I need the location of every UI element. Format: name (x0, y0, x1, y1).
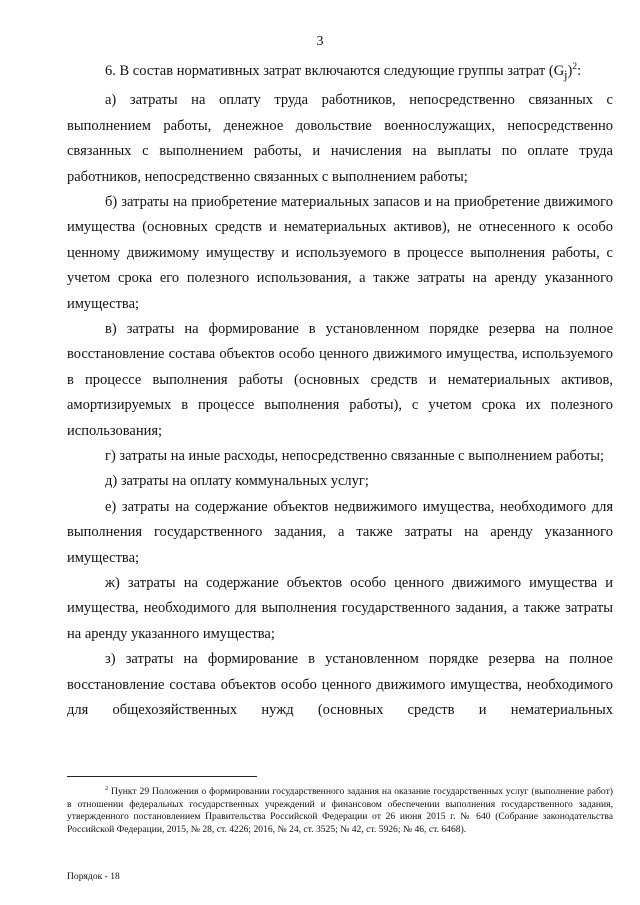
footnote-mark: 2 (105, 784, 109, 792)
document-body (67, 59, 613, 723)
intro-close: ) (567, 63, 573, 79)
footnote-separator (67, 776, 257, 777)
paragraph-v: в) затраты на формирование в установленном порядке резерва на полное восстановление состава объектов особо ценного движимого имущества, используемого в процессе выполнения работы (основных средств и нематериальных активов, амортизируемых в процессе выполнения работы), с учетом срока их полезного использования; (67, 320, 613, 439)
intro-paragraph (67, 59, 613, 88)
paragraph-a: а) затраты на оплату труда работников, непосредственно связанных с выполнением работы, денежное довольствие военнослужащих, непосредственно связанных с выполнением работы, и начисления на выплаты по оплате труда работников, непосредственно связанных с выполнением работы; (67, 92, 613, 185)
footer-label: Порядок - 18 (67, 871, 120, 882)
intro-text: 6. В состав нормативных затрат включаются следующие группы затрат (G (105, 63, 565, 79)
page-number: 3 (316, 34, 324, 49)
intro-colon: : (577, 63, 582, 79)
paragraph-d: д) затраты на оплату коммунальных услуг; (105, 473, 369, 490)
footnote-reference[interactable]: 2 (572, 62, 578, 73)
paragraph-b: б) затраты на приобретение материальных запасов и на приобретение движимого имущества (основных средств и нематериальных активов), не отнесенного к особо ценному движимому имуществу и используемого в процессе выполнения работы, с учетом срока его полезного использования, а также затраты на аренду указанного имущества; (67, 193, 613, 312)
paragraph-g: г) затраты на иные расходы, непосредственно связанные с выполнением работы; (105, 447, 605, 464)
footnote-text: Пункт 29 Положения о формировании государственного задания на оказание государственных услуг (выполнение работ) в отношении федеральных государственных учреждений и финансовом обеспечении выполнения государственного задания, утвержденного постановлением Правительства Российской Федерации от 26 июня 2015 г. № 640 (Собрание законодательства Российской Федерации, 2015, № 28, ст. 4226; 2016, № 24, ст. 3525; № 42, ст. 5926; № 46, ст. 6468). (67, 786, 613, 835)
footnote (67, 786, 613, 836)
intro-subscript: j (564, 67, 568, 82)
paragraph-z: з) затраты на формирование в установленном порядке резерва на полное восстановление состава объектов особо ценного движимого имущества, необходимого для общехозяйственных нужд (основных средств и нематериальных (67, 651, 613, 719)
paragraph-zh: ж) затраты на содержание объектов особо ценного движимого имущества и имущества, необходимого для выполнения государственного задания, а также затраты на аренду указанного имущества; (67, 575, 613, 642)
paragraph-e: е) затраты на содержание объектов недвижимого имущества, необходимого для выполнения государственного задания, а также затраты на аренду указанного имущества; (67, 498, 613, 566)
